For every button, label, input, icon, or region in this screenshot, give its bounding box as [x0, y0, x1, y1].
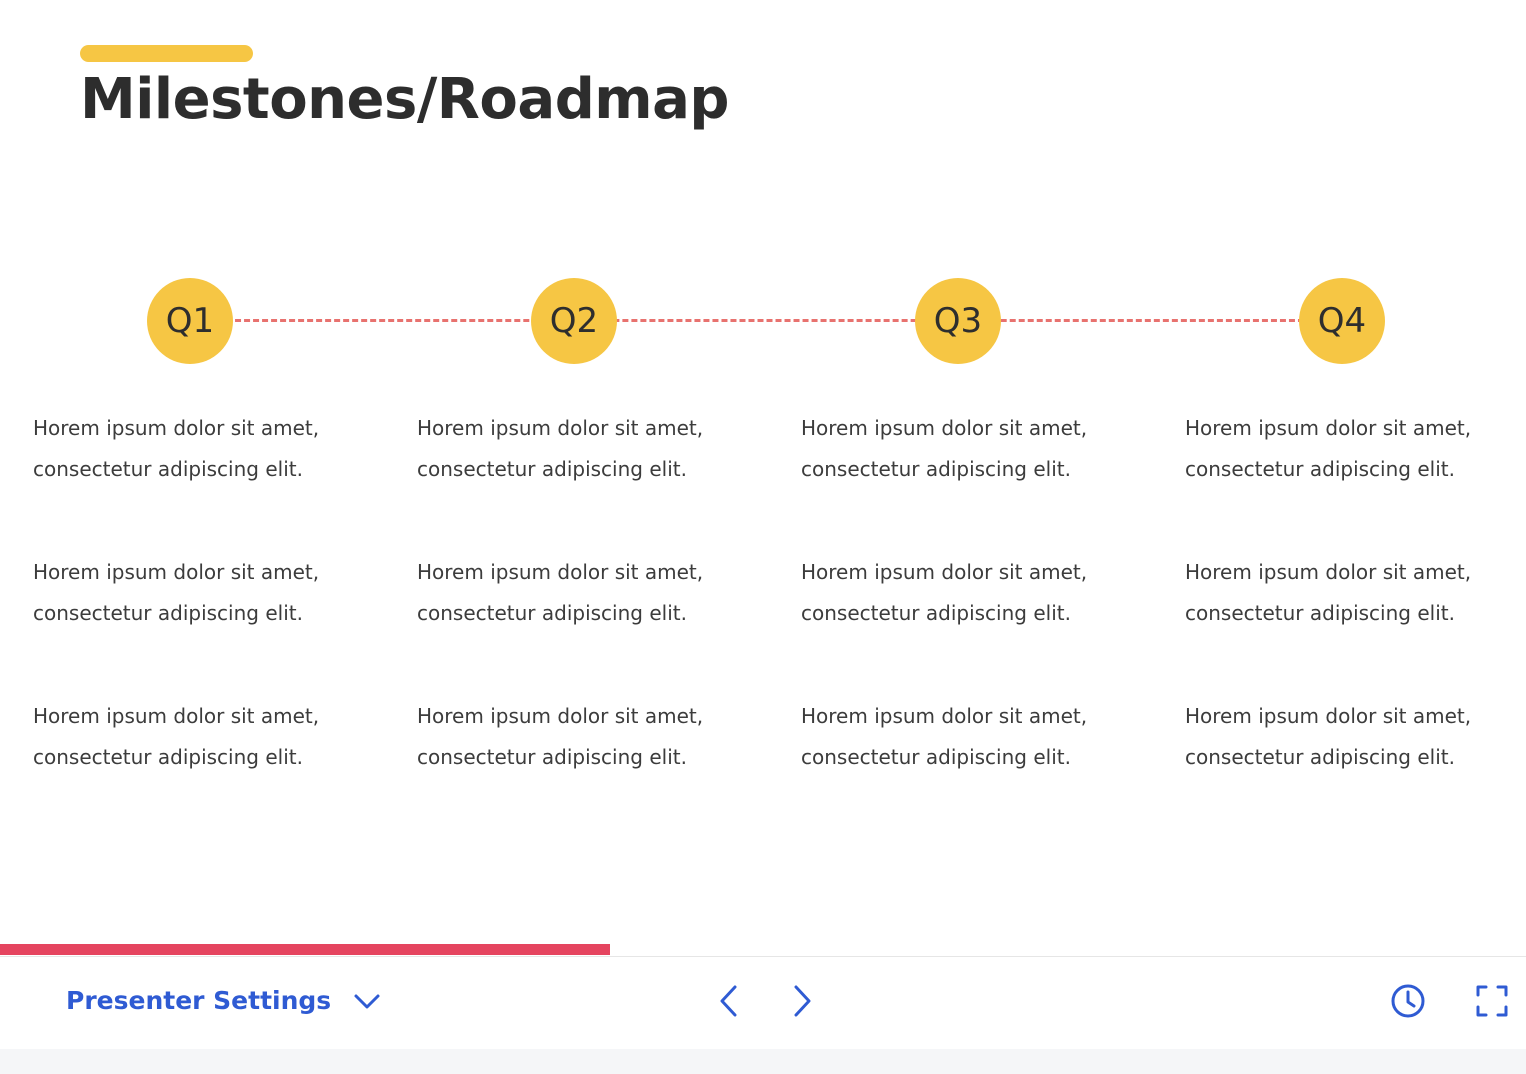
previous-slide-button[interactable]	[708, 981, 748, 1021]
item-line: consectetur adipiscing elit.	[801, 601, 1071, 625]
item-line: consectetur adipiscing elit.	[33, 457, 303, 481]
item-line: Horem ipsum dolor sit amet,	[33, 560, 320, 584]
milestone-column-q2	[417, 408, 787, 840]
slide-title: Milestones/Roadmap	[80, 67, 729, 132]
item-line: Horem ipsum dolor sit amet,	[417, 704, 704, 728]
next-slide-button[interactable]	[783, 981, 823, 1021]
milestone-item	[1185, 696, 1526, 840]
item-line: consectetur adipiscing elit.	[1185, 457, 1455, 481]
milestone-item	[417, 408, 787, 552]
milestone-item	[801, 696, 1171, 840]
fullscreen-button[interactable]	[1472, 981, 1512, 1021]
milestone-q3: Q3	[915, 278, 1001, 364]
item-line: Horem ipsum dolor sit amet,	[1185, 560, 1472, 584]
presenter-settings-dropdown[interactable]	[66, 983, 381, 1019]
milestone-item	[1185, 552, 1526, 696]
item-line: Horem ipsum dolor sit amet,	[801, 704, 1088, 728]
item-line: consectetur adipiscing elit.	[417, 457, 687, 481]
chevron-down-icon	[353, 987, 381, 1015]
presenter-toolbar	[0, 957, 1526, 1049]
item-line: Horem ipsum dolor sit amet,	[1185, 704, 1472, 728]
item-line: consectetur adipiscing elit.	[801, 745, 1071, 769]
item-line: Horem ipsum dolor sit amet,	[417, 416, 704, 440]
milestone-item	[801, 408, 1171, 552]
chevron-left-icon	[708, 981, 748, 1021]
viewer-footer-strip	[0, 1049, 1526, 1074]
slide-progress-bar	[0, 944, 1526, 957]
item-line: consectetur adipiscing elit.	[1185, 745, 1455, 769]
item-line: Horem ipsum dolor sit amet,	[801, 560, 1088, 584]
title-accent-bar	[80, 45, 253, 62]
milestone-column-q4	[1185, 408, 1526, 840]
milestone-item	[33, 696, 403, 840]
milestone-item	[33, 552, 403, 696]
slide-progress-fill	[0, 944, 610, 955]
milestone-q1: Q1	[147, 278, 233, 364]
item-line: consectetur adipiscing elit.	[417, 601, 687, 625]
item-line: Horem ipsum dolor sit amet,	[1185, 416, 1472, 440]
item-line: consectetur adipiscing elit.	[417, 745, 687, 769]
milestone-item	[417, 696, 787, 840]
milestone-column-q3	[801, 408, 1171, 840]
clock-icon	[1389, 982, 1427, 1020]
milestone-q2: Q2	[531, 278, 617, 364]
milestone-q4: Q4	[1299, 278, 1385, 364]
item-line: Horem ipsum dolor sit amet,	[801, 416, 1088, 440]
milestone-item	[33, 408, 403, 552]
milestone-item	[1185, 408, 1526, 552]
item-line: consectetur adipiscing elit.	[801, 457, 1071, 481]
milestone-item	[417, 552, 787, 696]
timeline-dashed-line	[190, 319, 1340, 322]
item-line: Horem ipsum dolor sit amet,	[417, 560, 704, 584]
presenter-settings-label: Presenter Settings	[66, 986, 332, 1015]
item-line: Horem ipsum dolor sit amet,	[33, 416, 320, 440]
chevron-right-icon	[783, 981, 823, 1021]
item-line: Horem ipsum dolor sit amet,	[33, 704, 320, 728]
item-line: consectetur adipiscing elit.	[33, 601, 303, 625]
item-line: consectetur adipiscing elit.	[1185, 601, 1455, 625]
item-line: consectetur adipiscing elit.	[33, 745, 303, 769]
timer-button[interactable]	[1388, 981, 1428, 1021]
milestone-column-q1	[33, 408, 403, 840]
milestone-item	[801, 552, 1171, 696]
fullscreen-icon	[1474, 983, 1510, 1019]
